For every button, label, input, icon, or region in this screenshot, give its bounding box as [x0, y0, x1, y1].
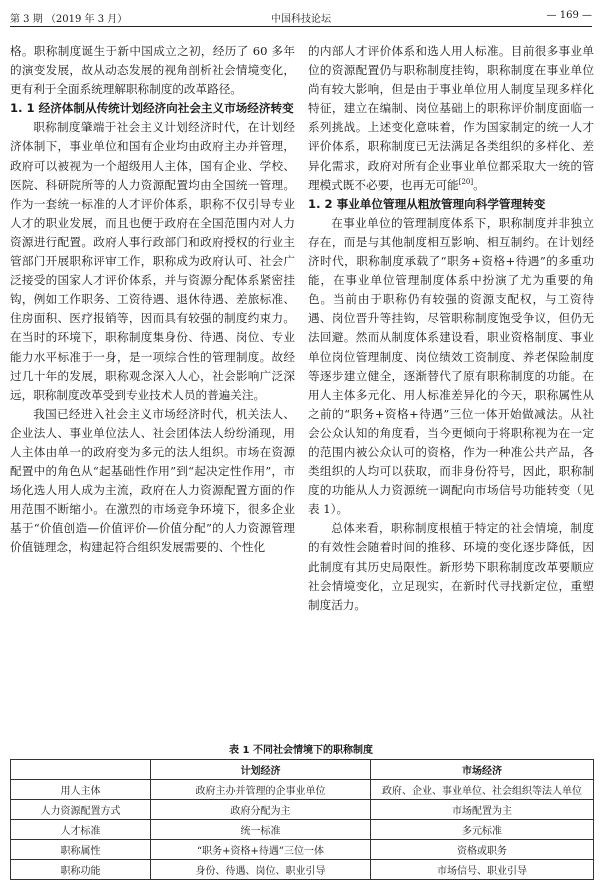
header-rule	[10, 26, 592, 27]
header-cell: 市场经济	[371, 760, 594, 780]
table-cell: 政府主办并管理的企事业单位	[151, 780, 371, 800]
section-heading: 1. 2 事业单位管理从粗放管理向科学管理转变	[308, 196, 546, 211]
table-row	[11, 860, 594, 880]
right-column	[308, 42, 594, 615]
left-column	[10, 42, 295, 558]
row-label: 用人主体	[11, 780, 151, 800]
issue-label: 第 3 期 （2019 年 3 月）	[10, 14, 128, 25]
row-label: 职称属性	[11, 840, 151, 860]
paragraph-end: 。	[473, 177, 485, 192]
table-cell: 统一标准	[151, 820, 371, 840]
table-cell: 资格或职务	[371, 840, 594, 860]
citation: [20]	[458, 177, 474, 186]
table-cell: 身份、待遇、岗位、职业引导	[151, 860, 371, 880]
table-cell: 政府分配为主	[151, 800, 371, 820]
table-cell: 政府、企业、事业单位、社会组织等法人单位	[371, 780, 594, 800]
table-caption: 表 1 不同社会情境下的职称制度	[229, 745, 373, 756]
table-cell: 市场配置为主	[371, 800, 594, 820]
paragraph: 在事业单位的管理制度体系下，职称制度并非独立存在，而是与其他制度相互影响、相互制约。在计划经济时代，职称制度承载了“职务+资格+待遇”的多重功能，在事业单位管理制度体系中扮演了尤为重要的角色。当前由于职称仍有较强的资源支配权，与工资待遇、岗位晋升等挂钩，尽管职称制度饱受争议，但仍无法回避。然而从制度体系建设看，职业资格制度、事业单位岗位管理制度、岗位绩效工资制度、养老保险制度等逐步建立健全，逐渐替代了原有职称制度的功能。在用人主体多元化、用人标准差异化的今天，职称属性从之前的“职务+资格+待遇”三位一体开始做减法。从社会公众认知的角度看，当今更倾向于将职称视为在一定的范围内被公众认可的资格，作为一种准公共产品，各类组织的人均可以获取，而非身份符号，因此，职称制度的功能从人力资源统一调配向市场信号功能转变（见表 1）。	[308, 215, 594, 517]
journal-title: 中国科技论坛	[271, 14, 331, 25]
table-row	[11, 840, 594, 860]
page-number: — 169 —	[546, 10, 592, 21]
page-header	[10, 8, 592, 26]
paragraph: 职称制度肇端于社会主义计划经济时代，在计划经济体制下，事业单位和国有企业均由政府主办并管理，政府可以被视为一个超级用人主体，国有企业、学校、医院、科研院所等的人力资源配置均由全国统一管理。作为一套统一标准的人才评价体系，职称不仅引导专业人才的职业发展，而且也便于政府在全国范围内对人力资源进行配置。政府人事行政部门和政府授权的行业主管部门开展职称评审工作，职称成为政府认可、社会广泛接受的国家人才评价体系，并与资源分配体系紧密挂钩，例如工作职务、工资待遇、退休待遇、差旅标准、住房面积、医疗报销等，因而具有较强的制度约束力。在当时的环境下，职称制度集身份、待遇、岗位、专业能力水平标准于一身，是一项综合性的管理制度。故经过几十年的发展，职称观念深入人心，社会影响广泛深远，职称制度改革受到专业技术人员的普遍关注。	[10, 120, 295, 402]
table-row	[11, 780, 594, 800]
table-cell: “职务+资格+待遇”三位一体	[151, 840, 371, 860]
row-label: 人才标准	[11, 820, 151, 840]
table-row	[11, 800, 594, 820]
table-cell: 市场信号、职业引导	[371, 860, 594, 880]
table-cell: 多元标准	[371, 820, 594, 840]
header-cell: 计划经济	[151, 760, 371, 780]
paragraph: 总体来看，职称制度根植于特定的社会情境，制度的有效性会随着时间的推移、环境的变化逐步降低，因此制度有其历史局限性。新形势下职称制度改革要顺应社会情境变化，立足现实，在新时代寻找新定位，重塑制度活力。	[308, 521, 594, 612]
header-cell	[11, 760, 151, 780]
paragraph	[308, 42, 594, 195]
row-label: 人力资源配置方式	[11, 800, 151, 820]
paragraph-text: 的内部人才评价体系和选人用人标准。目前很多事业单位的资源配置仍与职称制度挂钩，职称制度在事业单位尚有较大影响，但是由于事业单位用人制度呈现多样化特征，建立在编制、岗位基础上的职称评价制度面临一系列挑战。上述变化意味着，作为国家制定的统一人才评价体系，职称制度已无法满足各类组织的多样化、差异化需求，政府对所有企业事业单位都采取大一统的管理模式既不必要，也再无可能	[308, 44, 594, 192]
row-label: 职称功能	[11, 860, 151, 880]
table-header-row	[11, 760, 594, 780]
table-row	[11, 820, 594, 840]
paragraph: 格。职称制度诞生于新中国成立之初，经历了 60 多年的演变发展，故从动态发展的视角剖析社会情境变化，更有利于全面系统理解职称制度的改革路径。	[10, 44, 295, 97]
comparison-table	[10, 759, 594, 880]
paragraph: 我国已经进入社会主义市场经济时代，机关法人、企业法人、事业单位法人、社会团体法人纷纷涌现，用人主体由单一的政府变为多元的法人组织。市场在资源配置中的角色从“起基础性作用”到“起决定性作用”，市场化选人用人成为主流，政府在人力资源配置方面的作用范围不断缩小。在激烈的市场竞争环境下，很多企业基于“价值创造—价值评价—价值分配”的人力资源管理价值链理念，构建起符合组织发展需要的、个性化	[10, 406, 295, 555]
section-heading: 1. 1 经济体制从传统计划经济向社会主义市场经济转变	[10, 101, 294, 116]
